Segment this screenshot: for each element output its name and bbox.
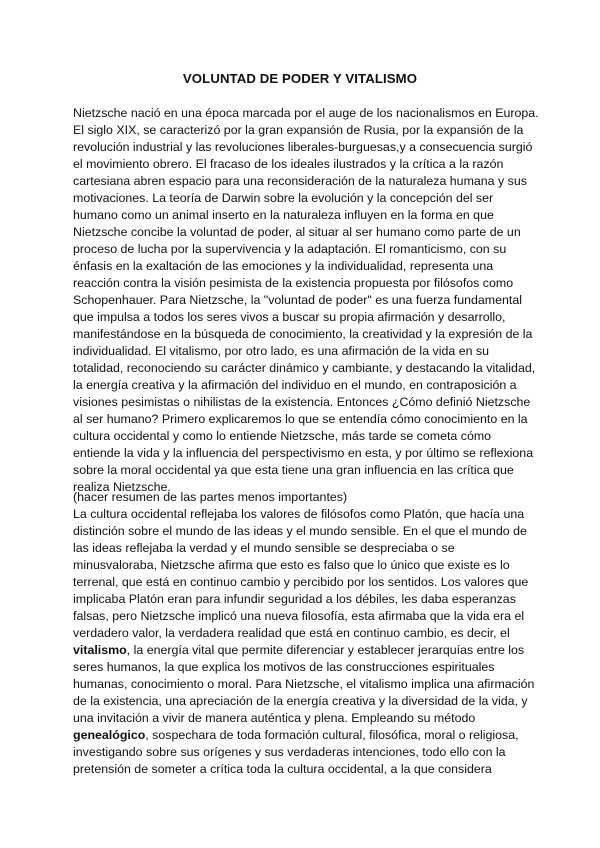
text-line: el movimiento obrero. El fracaso de los ideales ilustrados y la crítica a la razón (73, 157, 504, 171)
text-line: una invitación a vivir de manera auténtica y plena. Empleando su método (73, 711, 476, 725)
text-line: la energía creativa y la afirmación del individuo en el mundo, en contraposición a (73, 378, 517, 392)
text-line: distinción sobre el mundo de las ideas y el mundo sensible. En el que el mundo de (73, 524, 527, 538)
text-line: terrenal, que está en continuo cambio y percibido por los sentidos. Los valores que (73, 575, 529, 589)
text-line: individualidad. El vitalismo, por otro lado, es una afirmación de la vida en su (73, 344, 490, 358)
text-line: totalidad, reconociendo su carácter dinámico y cambiante, y destacando la vitalidad, (73, 361, 536, 375)
text-line: Schopenhauer. Para Nietzsche, la "voluntad de poder" es una fuerza fundamental (73, 293, 522, 307)
text-line: cultura occidental y como lo entiende Nietzsche, más tarde se cometa cómo (73, 429, 492, 443)
text-line: falsas, pero Nietzsche implicó una nueva filosofía, esta afirmaba que la vida era el (73, 609, 525, 623)
text-line: las ideas reflejaba la verdad y el mundo sensible se despreciaba o se (73, 541, 455, 555)
document-title: VOLUNTAD DE PODER Y VITALISMO (182, 71, 418, 86)
text-line: realiza Nietzsche. (73, 480, 171, 494)
text-line: entiende la vida y la influencia del perspectivismo en esta, y por último se reflexiona (73, 446, 534, 460)
bold-term-vitalismo: vitalismo (73, 643, 127, 657)
text-line-vitalismo (73, 642, 533, 659)
text-line: énfasis en la exaltación de las emociones y la individualidad, representa una (73, 259, 494, 273)
text-line: revolución industrial y las revoluciones liberales-burguesas,y a consecuencia surgió (73, 140, 533, 154)
text-line: sobre la moral occidental ya que esta tiene una gran influencia en las crítica que (73, 463, 514, 477)
summary-note: (hacer resumen de las partes menos importantes) (73, 490, 348, 504)
text-line: El siglo XIX, se caracterizó por la gran expansión de Rusia, por la expansión de la (73, 123, 524, 137)
paragraph-platon (73, 489, 533, 778)
text-line: pretensión de someter a crítica toda la cultura occidental, a la que considera (73, 762, 492, 776)
text-line-genealogico (73, 727, 533, 744)
text-line: minusvaloraba, Nietzsche afirma que esto es falso que lo único que existe es lo (73, 558, 510, 572)
text-line: Nietzsche concibe la voluntad de poder, al situar al ser humano como parte de un (73, 225, 521, 239)
text-line: humanas, conocimiento o moral. Para Nietzsche, el vitalismo implica una afirmación (73, 677, 535, 691)
text-line: verdadero valor, la verdadera realidad que está en continuo cambio, es decir, el (73, 626, 510, 640)
text-line: humano como un animal inserto en la naturaleza influyen en la forma en que (73, 208, 494, 222)
paragraph-context (73, 105, 539, 496)
text-line: La cultura occidental reflejaba los valores de filósofos como Platón, que hacía una (73, 507, 525, 521)
text-line: investigando sobre sus orígenes y sus verdaderas intenciones, todo ello con la (73, 745, 506, 759)
bold-term-genealogico: genealógico (73, 728, 146, 742)
text-line: de la existencia, una apreciación de la energía creativa y la diversidad de la vida, y (73, 694, 528, 708)
text-line: seres humanos, la que explica los motivos de las construcciones espirituales (73, 660, 495, 674)
text-line: reacción contra la visión pesimista de la existencia propuesta por filósofos como (73, 276, 514, 290)
text-line: implicaba Platón eran para infundir seguridad a los débiles, les daba esperanzas (73, 592, 516, 606)
text-line: proceso de lucha por la supervivencia y la adaptación. El romanticismo, con su (73, 242, 507, 256)
text-line: motivaciones. La teoría de Darwin sobre la evolución y la concepción del ser (73, 191, 494, 205)
text-line: al ser humano? Primero explicaremos lo que se entendía cómo conocimiento en la (73, 412, 528, 426)
text-line: que impulsa a todos los seres vivos a buscar su propia afirmación y desarrollo, (73, 310, 506, 324)
text-segment: , la energía vital que permite diferenciar y establecer jerarquías entre los (126, 643, 525, 657)
text-segment: , sospechara de toda formación cultural, filosófica, moral o religiosa, (145, 728, 519, 742)
text-line: manifestándose en la búsqueda de conocimiento, la creatividad y la expresión de la (73, 327, 533, 341)
text-line: visiones pesimistas o nihilistas de la existencia. Entonces ¿Cómo definió Nietzsche (73, 395, 531, 409)
text-line: cartesiana abren espacio para una reconsideración de la naturaleza humana y sus (73, 174, 527, 188)
text-line: Nietzsche nació en una época marcada por el auge de los nacionalismos en Europa. (73, 106, 539, 120)
